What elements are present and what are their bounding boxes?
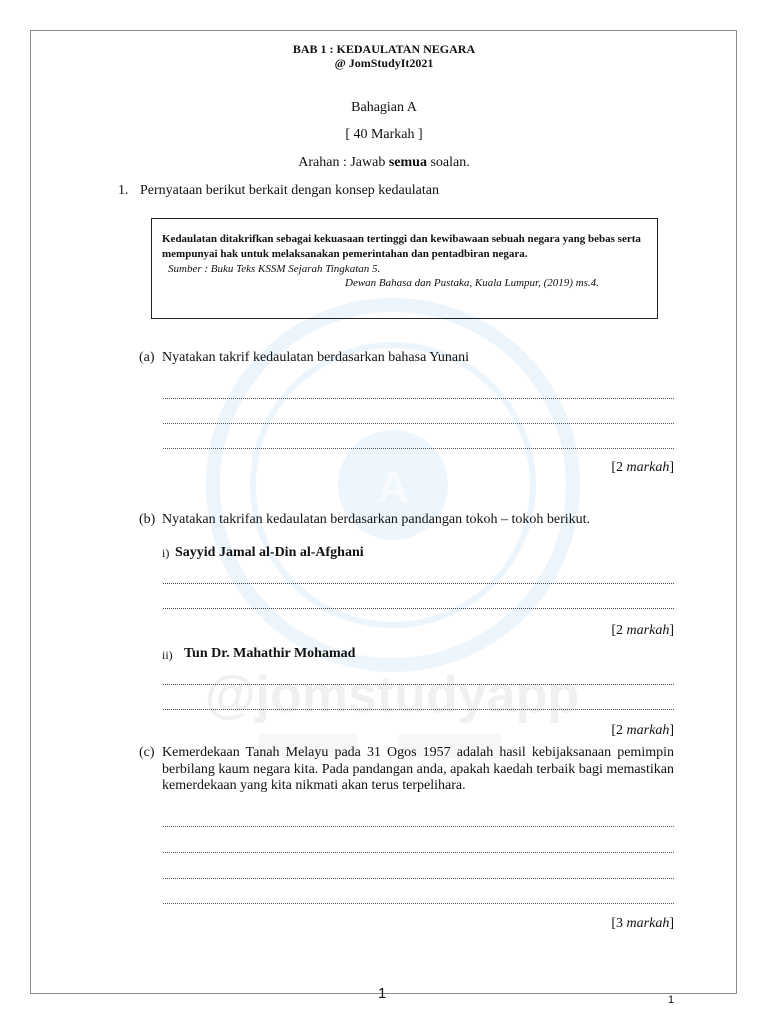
part-b-label: (b) [139, 512, 156, 527]
marks-word: markah [626, 460, 670, 475]
marks-open: [2 [611, 723, 627, 738]
part-a-marks [611, 460, 674, 476]
answer-line[interactable] [163, 826, 674, 827]
marks-open: [3 [611, 916, 627, 931]
answer-line[interactable] [163, 583, 674, 584]
part-c-marks [611, 916, 674, 932]
sub-ii-marks [611, 723, 674, 739]
part-a-text: Nyatakan takrif kedaulatan berdasarkan bahasa Yunani [162, 350, 469, 365]
answer-line[interactable] [163, 903, 674, 904]
marks-close: ] [669, 460, 674, 475]
source-line-2: Dewan Bahasa dan Pustaka, Kuala Lumpur, (2019) ms.4. [345, 277, 599, 289]
question-number: 1. [118, 183, 129, 198]
instruction [0, 155, 768, 171]
marks-open: [2 [611, 460, 627, 475]
section-title: Bahagian A [351, 100, 417, 115]
marks-word: markah [626, 723, 670, 738]
definition-text: Kedaulatan ditakrifkan sebagai kekuasaan tertinggi dan kewibawaan sebuah negara yang bebas serta mempunyai hak untuk melaksanakan pemerintahan dan pentadbiran negara. [162, 233, 641, 260]
part-b-text: Nyatakan takrifan kedaulatan berdasarkan pandangan tokoh – tokoh berikut. [162, 512, 591, 527]
instruction-suffix: soalan. [426, 155, 470, 170]
sub-i-label: i) [162, 546, 170, 560]
section-marks: [ 40 Markah ] [345, 127, 423, 142]
sub-ii-name: Tun Dr. Mahathir Mohamad [184, 646, 356, 661]
answer-line[interactable] [163, 878, 674, 879]
sub-ii-label: ii) [162, 648, 173, 662]
question-text: Pernyataan berikut berkait dengan konsep kedaulatan [140, 183, 439, 198]
marks-open: [2 [611, 623, 627, 638]
credit-line: @ JomStudyIt2021 [334, 56, 434, 70]
svg-text:A: A [377, 463, 409, 512]
marks-close: ] [669, 916, 674, 931]
marks-close: ] [669, 723, 674, 738]
answer-line[interactable] [163, 423, 674, 424]
chapter-title: BAB 1 : KEDAULATAN NEGARA [292, 42, 476, 56]
answer-line[interactable] [163, 684, 674, 685]
page-number-right: 1 [668, 994, 675, 1006]
sub-i-name: Sayyid Jamal al-Din al-Afghani [175, 545, 364, 560]
answer-line[interactable] [163, 608, 674, 609]
answer-line[interactable] [163, 398, 674, 399]
sub-i-marks [611, 623, 674, 639]
part-c-label: (c) [139, 745, 155, 760]
source-box [151, 218, 658, 319]
source-line-1: Sumber : Buku Teks KSSM Sejarah Tingkatan 5. [168, 263, 381, 275]
instruction-prefix: Arahan : Jawab [298, 155, 389, 170]
instruction-emphasis: semua [388, 155, 427, 170]
marks-close: ] [669, 623, 674, 638]
svg-text:@jomstudyapp: @jomstudyapp [204, 666, 580, 724]
marks-word: markah [626, 623, 670, 638]
marks-word: markah [626, 916, 670, 931]
part-a-label: (a) [139, 350, 155, 365]
part-c-text: Kemerdekaan Tanah Melayu pada 31 Ogos 1957 adalah hasil kebijaksanaan pemimpin berbilang kaum negara kita. Pada pandangan anda, apakah kaedah terbaik bagi memastikan kemerdekaan yang kita nikmati akan terus terpelihara. [162, 745, 674, 793]
answer-line[interactable] [163, 709, 674, 710]
page-number-center: 1 [378, 985, 387, 1002]
answer-line[interactable] [163, 448, 674, 449]
answer-line[interactable] [163, 852, 674, 853]
